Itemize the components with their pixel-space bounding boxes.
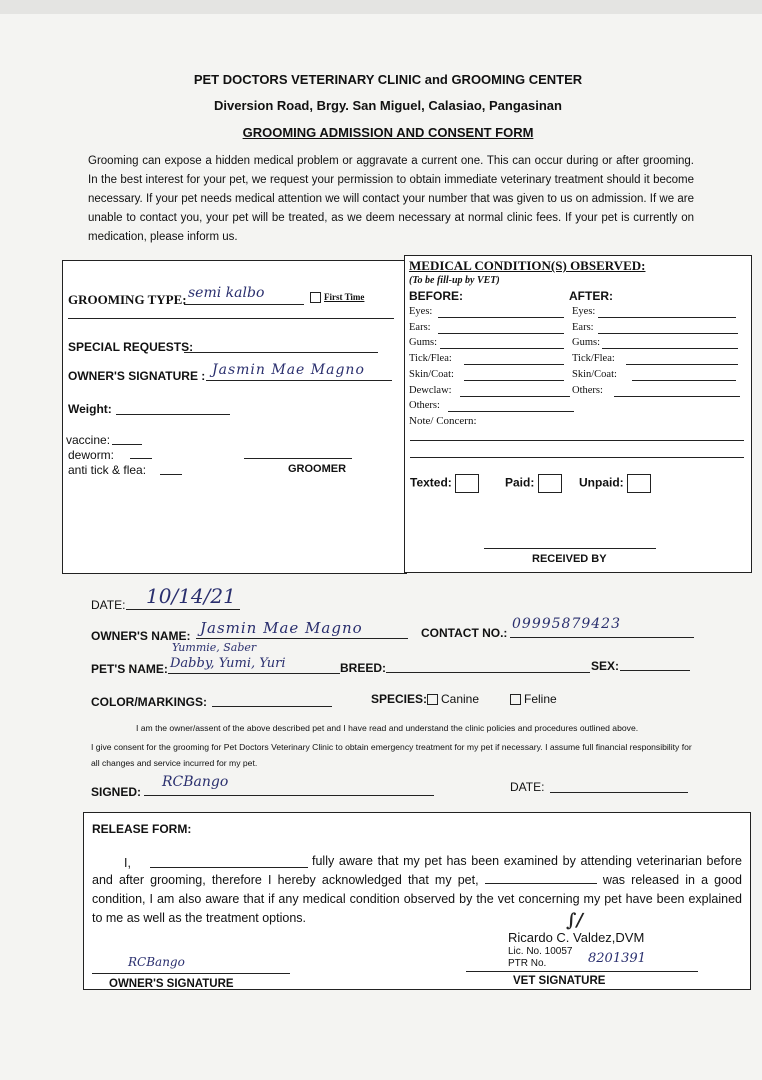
before-item-label-2: Gums: xyxy=(409,337,438,349)
pet-name-value[interactable]: Dabby, Yumi, Yuri xyxy=(170,656,286,671)
grooming-type-label: GROOMING TYPE: xyxy=(68,292,187,307)
pet-names-extra: Yummie, Saber xyxy=(172,641,257,654)
received-by-line xyxy=(484,548,656,549)
before-item-line-0[interactable] xyxy=(438,317,564,318)
received-by-label: RECEIVED BY xyxy=(532,553,607,565)
unpaid-field[interactable]: Unpaid: xyxy=(579,474,651,493)
after-item-line-4[interactable] xyxy=(632,380,736,381)
release-pet-line xyxy=(485,871,597,884)
medical-title: MEDICAL CONDITION(S) OBSERVED: xyxy=(409,258,646,273)
after-item-line-3[interactable] xyxy=(626,364,738,365)
note-label: Note/ Concern: xyxy=(409,415,477,427)
groomer-line xyxy=(244,458,352,459)
after-item-line-1[interactable] xyxy=(598,333,738,334)
form-title: GROOMING ADMISSION AND CONSENT FORM xyxy=(242,125,534,140)
weight-line xyxy=(116,414,230,415)
contact-value[interactable]: 09995879423 xyxy=(512,616,621,632)
vet-ptr-label: PTR No. xyxy=(508,958,547,969)
consent-line-1: I am the owner/assent of the above described pet and I have read and understand the clinic policies and procedures outlined above. xyxy=(136,723,639,733)
release-owner-signature-value[interactable]: RCBango xyxy=(128,955,185,969)
grooming-extra-line xyxy=(68,318,394,319)
signed-label: SIGNED: xyxy=(91,785,142,799)
deworm-line xyxy=(130,458,152,459)
before-item-line-5[interactable] xyxy=(460,396,570,397)
weight-label: Weight: xyxy=(68,402,112,416)
owner-signature-label: OWNER'S SIGNATURE : xyxy=(68,369,206,383)
consent-date-line xyxy=(550,792,688,793)
vet-signature-line xyxy=(466,971,698,972)
before-item-label-5: Dewclaw: xyxy=(409,384,452,396)
vet-ptr-value: 8201391 xyxy=(588,951,646,966)
special-requests-line xyxy=(184,352,378,353)
release-owner-signature-line xyxy=(92,973,290,974)
before-item-label-3: Tick/Flea: xyxy=(409,353,452,365)
date-value[interactable]: 10/14/21 xyxy=(146,584,236,608)
contact-label: CONTACT NO.: xyxy=(421,626,508,640)
species-label: SPECIES: xyxy=(371,692,428,706)
owner-signature-line xyxy=(206,380,392,381)
clinic-name: PET DOCTORS VETERINARY CLINIC and GROOMING CENTER xyxy=(193,72,583,87)
vet-license: Lic. No. 10057 xyxy=(508,946,573,957)
after-item-label-3: Tick/Flea: xyxy=(572,353,615,365)
after-item-label-2: Gums: xyxy=(572,337,601,349)
release-title: RELEASE FORM: xyxy=(92,822,192,836)
signed-value[interactable]: RCBango xyxy=(162,774,229,790)
feline-checkbox[interactable] xyxy=(510,694,521,705)
antitick-label: anti tick & flea: xyxy=(68,463,147,477)
vet-signature-mark: ∫∕ xyxy=(566,910,583,931)
groomer-label: GROOMER xyxy=(288,463,347,475)
after-item-line-0[interactable] xyxy=(598,317,736,318)
pet-name-label: PET'S NAME: xyxy=(91,662,168,676)
note-line-2 xyxy=(410,457,744,458)
pet-name-line xyxy=(168,673,340,674)
vet-name: Ricardo C. Valdez,DVM xyxy=(508,930,645,945)
date-line xyxy=(126,609,240,610)
after-item-label-0: Eyes: xyxy=(572,306,596,317)
before-item-label-4: Skin/Coat: xyxy=(409,368,454,380)
owner-name-line xyxy=(196,638,408,639)
before-item-line-2[interactable] xyxy=(440,348,564,349)
before-item-label-0: Eyes: xyxy=(409,306,433,317)
feline-option[interactable]: Feline xyxy=(510,692,557,706)
before-heading: BEFORE: xyxy=(409,289,463,303)
page-top-edge xyxy=(0,0,762,14)
before-item-line-1[interactable] xyxy=(438,333,564,334)
color-markings-label: COLOR/MARKINGS: xyxy=(91,695,207,709)
vaccine-line xyxy=(112,444,142,445)
paid-checkbox[interactable] xyxy=(538,474,562,493)
after-item-line-5[interactable] xyxy=(614,396,740,397)
release-text-1: fully aware that my pet has been examined by attending veterinarian before and after grooming, therefore I hereby acknowledged that my pet, was released in a good condition, I am also aware that if any medical condition observed by the vet concerning my pet have been explained to me as well as the treatment options. xyxy=(92,854,742,925)
after-item-label-5: Others: xyxy=(572,384,603,396)
texted-checkbox[interactable] xyxy=(455,474,479,493)
after-item-label-4: Skin/Coat: xyxy=(572,368,617,380)
consent-line-2: I give consent for the grooming for Pet Doctors Veterinary Clinic to obtain emergency treatment for my pet if necessary. I assume full financial responsibility for all changes and service incurred for my pet. xyxy=(91,742,692,768)
color-markings-line xyxy=(212,706,332,707)
breed-line xyxy=(386,672,590,673)
first-time-option[interactable]: First Time xyxy=(310,292,364,303)
canine-checkbox[interactable] xyxy=(427,694,438,705)
canine-option[interactable]: Canine xyxy=(427,692,479,706)
unpaid-checkbox[interactable] xyxy=(627,474,651,493)
contact-line xyxy=(510,637,694,638)
after-heading: AFTER: xyxy=(569,289,613,303)
owner-name-label: OWNER'S NAME: xyxy=(91,629,191,643)
before-item-label-1: Ears: xyxy=(409,321,431,333)
clinic-address: Diversion Road, Brgy. San Miguel, Calasiao, Pangasinan xyxy=(214,98,562,113)
before-item-line-6[interactable] xyxy=(448,411,574,412)
vet-signature-label: VET SIGNATURE xyxy=(513,975,606,987)
before-item-label-6: Others: xyxy=(409,400,440,412)
grooming-type-line xyxy=(184,304,304,305)
signed-line xyxy=(144,795,434,796)
deworm-label: deworm: xyxy=(68,448,115,462)
release-owner-signature-label: OWNER'S SIGNATURE xyxy=(109,978,234,990)
sex-line xyxy=(620,670,690,671)
date-label: DATE: xyxy=(91,598,126,612)
note-line-1 xyxy=(410,440,744,441)
after-item-label-1: Ears: xyxy=(572,321,594,333)
special-requests-label: SPECIAL REQUESTS: xyxy=(68,340,194,354)
grooming-type-value[interactable]: semi kalbo xyxy=(188,285,265,301)
vaccine-label: vaccine: xyxy=(66,433,111,447)
release-i: I, xyxy=(124,856,131,870)
owner-signature-value[interactable]: Jasmin Mae Magno xyxy=(212,362,365,378)
before-item-line-4[interactable] xyxy=(464,380,564,381)
first-time-checkbox[interactable] xyxy=(310,292,321,303)
consent-date-label: DATE: xyxy=(510,780,545,794)
breed-label: BREED: xyxy=(340,661,387,675)
after-item-line-2[interactable] xyxy=(602,348,738,349)
medical-subtitle: (To be fill-up by VET) xyxy=(409,275,500,286)
texted-field[interactable]: Texted: xyxy=(410,474,479,493)
sex-label: SEX: xyxy=(591,659,620,673)
before-item-line-3[interactable] xyxy=(464,364,564,365)
antitick-line xyxy=(160,474,182,475)
paid-field[interactable]: Paid: xyxy=(505,474,562,493)
intro-paragraph: Grooming can expose a hidden medical problem or aggravate a current one. This can occur during or after grooming. In the best interest for your pet, we request your permission to obtain immediate veterinary treatment should it become necessary. If your pet needs medical attention we will contact your number that was given to us on admission. If we are unable to contact you, your pet will be treated, as we deem necessary at normal clinic fees. If your pet is currently on medication, please inform us. xyxy=(88,155,694,243)
owner-name-value[interactable]: Jasmin Mae Magno xyxy=(200,619,363,637)
